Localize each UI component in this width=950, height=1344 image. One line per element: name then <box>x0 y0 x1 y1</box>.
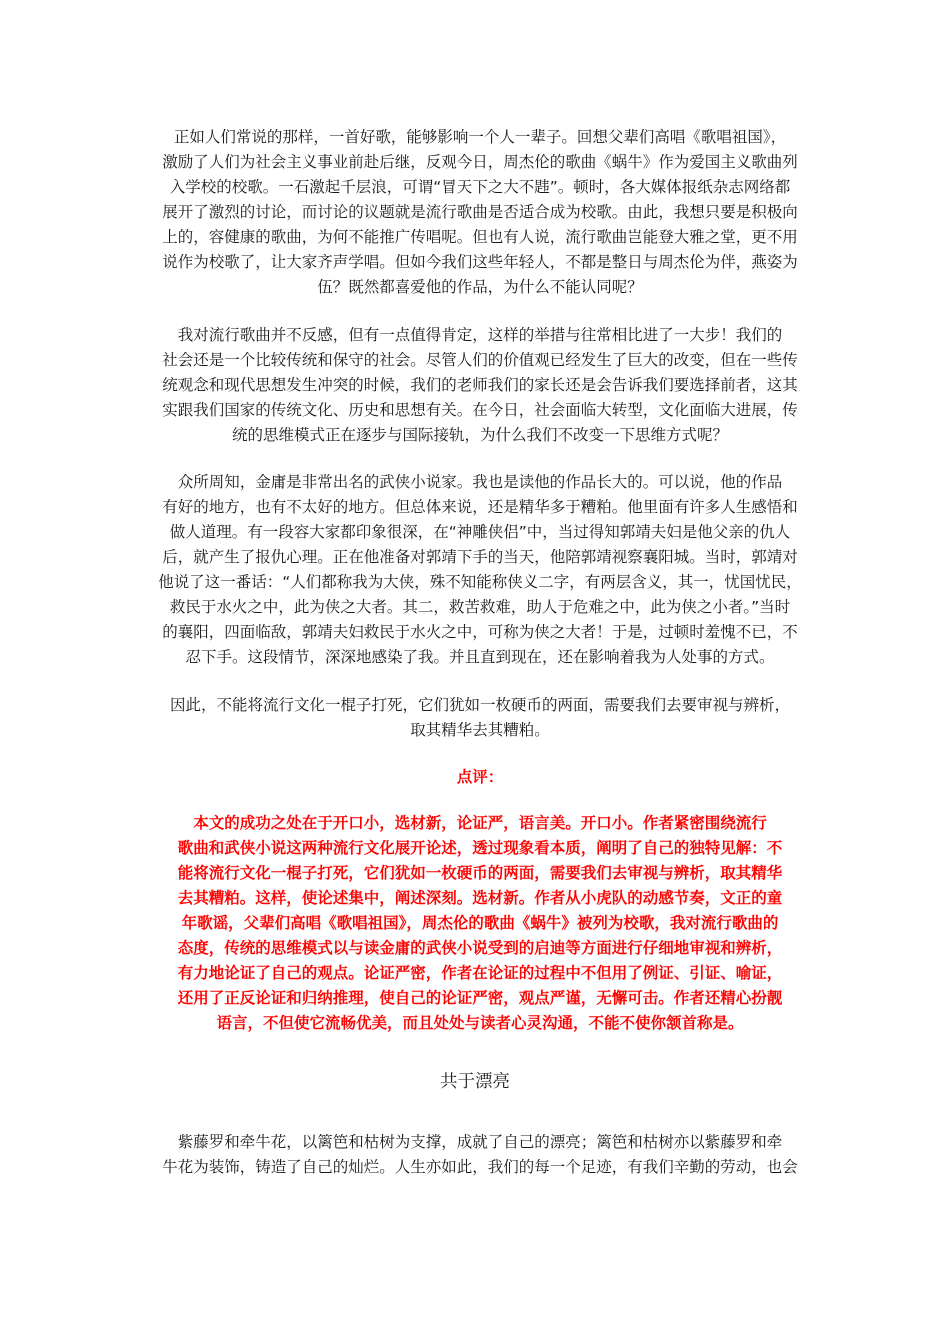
comment-line: 去其糟粕。这样，使论述集中，阐述深刻。选材新。作者从小虎队的动感节奏，文正的童 <box>177 889 783 907</box>
comment-heading <box>130 765 830 790</box>
text-line: 他说了这一番话：“人们都称我为大侠，殊不知能称侠义二字，有两层含义，其一，忧国忧民， <box>158 573 802 591</box>
text-line: 众所周知，金庸是非常出名的武侠小说家。我也是读他的作品长大的。可以说，他的作品 <box>177 473 783 491</box>
text-line: 救民于水火之中，此为侠之大者。其二，救苦救难，助人于危难之中，此为侠之小者。”当时 <box>169 598 791 616</box>
comment-line: 语言，不但使它流畅优美，而且处处与读者心灵沟通，不能不使你颔首称是。 <box>216 1014 744 1032</box>
essay-paragraph-2 <box>130 323 830 448</box>
text-line: 展开了激烈的讨论，而讨论的议题就是流行歌曲是否适合成为校歌。由此，我想只要是积极向 <box>162 203 798 221</box>
text-line: 我对流行歌曲并不反感，但有一点值得肯定，这样的举措与往常相比进了一大步！我们的 <box>177 326 783 344</box>
comment-line: 年歌谣，父辈们高唱《歌唱祖国》，周杰伦的歌曲《蜗牛》被列为校歌，我对流行歌曲的 <box>181 914 779 932</box>
essay-paragraph-4 <box>130 693 830 743</box>
essay-title: 共于漂亮 <box>440 1072 510 1092</box>
text-line: 实跟我们国家的传统文化、历史和思想有关。在今日，社会面临大转型，文化面临大进展，传 <box>162 401 798 419</box>
text-line: 上的，容健康的歌曲，为何不能推广传唱呢。但也有人说，流行歌曲岂能登大雅之堂，更不用 <box>162 228 798 246</box>
text-line: 紫藤罗和牵牛花，以篱笆和枯树为支撑，成就了自己的漂亮；篱笆和枯树亦以紫藤罗和牵 <box>177 1133 783 1151</box>
text-line: 正如人们常说的那样，一首好歌，能够影响一个人一辈子。回想父辈们高唱《歌唱祖国》， <box>173 128 787 146</box>
essay-paragraph-3 <box>130 470 830 670</box>
text-line: 社会还是一个比较传统和保守的社会。尽管人们的价值观已经发生了巨大的改变，但在一些传 <box>162 351 798 369</box>
text-line: 忍下手。这段情节，深深地感染了我。并且直到现在，还在影响着我为人处事的方式。 <box>185 648 775 666</box>
comment-line: 能将流行文化一棍子打死，它们犹如一枚硬币的两面，需要我们去审视与辨析，取其精华 <box>177 864 783 882</box>
comment-line: 还用了正反论证和归纳推理，使自己的论证严密，观点严谨，无懈可击。作者还精心扮靓 <box>177 989 783 1007</box>
comment-paragraph <box>130 811 830 1036</box>
comment-line: 有力地论证了自己的观点。论证严密，作者在论证的过程中不但用了例证、引证、喻证， <box>177 964 783 982</box>
text-line: 说作为校歌了，让大家齐声学唱。但如今我们这些年轻人，不都是整日与周杰伦为伴，燕姿为 <box>162 253 798 271</box>
text-line: 激励了人们为社会主义事业前赴后继，反观今日，周杰伦的歌曲《蜗牛》作为爱国主义歌曲列 <box>162 153 798 171</box>
essay-paragraph-1 <box>130 125 830 300</box>
text-line: 因此，不能将流行文化一棍子打死，它们犹如一枚硬币的两面，需要我们去要审视与辨析， <box>169 696 790 714</box>
text-line: 取其精华去其糟粕。 <box>410 721 550 739</box>
text-line: 有好的地方，也有不太好的地方。但总体来说，还是精华多于糟粕。他里面有许多人生感悟和 <box>162 498 798 516</box>
text-line: 入学校的校歌。一石激起千层浪，可谓“冒天下之大不韪”。顿时，各大媒体报纸杂志网络都 <box>169 178 791 196</box>
comment-line: 歌曲和武侠小说这两种流行文化展开论述，透过现象看本质，阐明了自己的独特见解：不 <box>177 839 783 857</box>
text-line: 统的思维模式正在逐步与国际接轨，为什么我们不改变一下思维方式呢？ <box>231 426 728 444</box>
text-line: 统观念和现代思想发生冲突的时候，我们的老师我们的家长还是会告诉我们要选择前者，这其 <box>162 376 798 394</box>
text-line: 的襄阳，四面临敌，郭靖夫妇救民于水火之中，可称为侠之大者！于是，过顿时羞愧不已，不 <box>162 623 798 641</box>
essay-paragraph-5 <box>130 1130 830 1180</box>
comment-heading-text: 点评： <box>456 768 504 786</box>
text-line: 伍？既然都喜爱他的作品，为什么不能认同呢？ <box>317 278 643 296</box>
comment-line: 态度，传统的思维模式以与读金庸的武侠小说受到的启迪等方面进行仔细地审视和辨析， <box>177 939 783 957</box>
text-line: 牛花为装饰，铸造了自己的灿烂。人生亦如此，我们的每一个足迹，有我们辛勤的劳动，也会 <box>162 1158 798 1176</box>
text-line: 后，就产生了报仇心理。正在他准备对郭靖下手的当天，他陪郭靖视察襄阳城。当时，郭靖对 <box>162 548 798 566</box>
text-line: 做人道理。有一段容大家都印象很深，在“神雕侠侣”中，当过得知郭靖夫妇是他父亲的仇人 <box>169 523 791 541</box>
comment-line: 本文的成功之处在于开口小，选材新，论证严，语言美。开口小。作者紧密围绕流行 <box>193 814 767 832</box>
